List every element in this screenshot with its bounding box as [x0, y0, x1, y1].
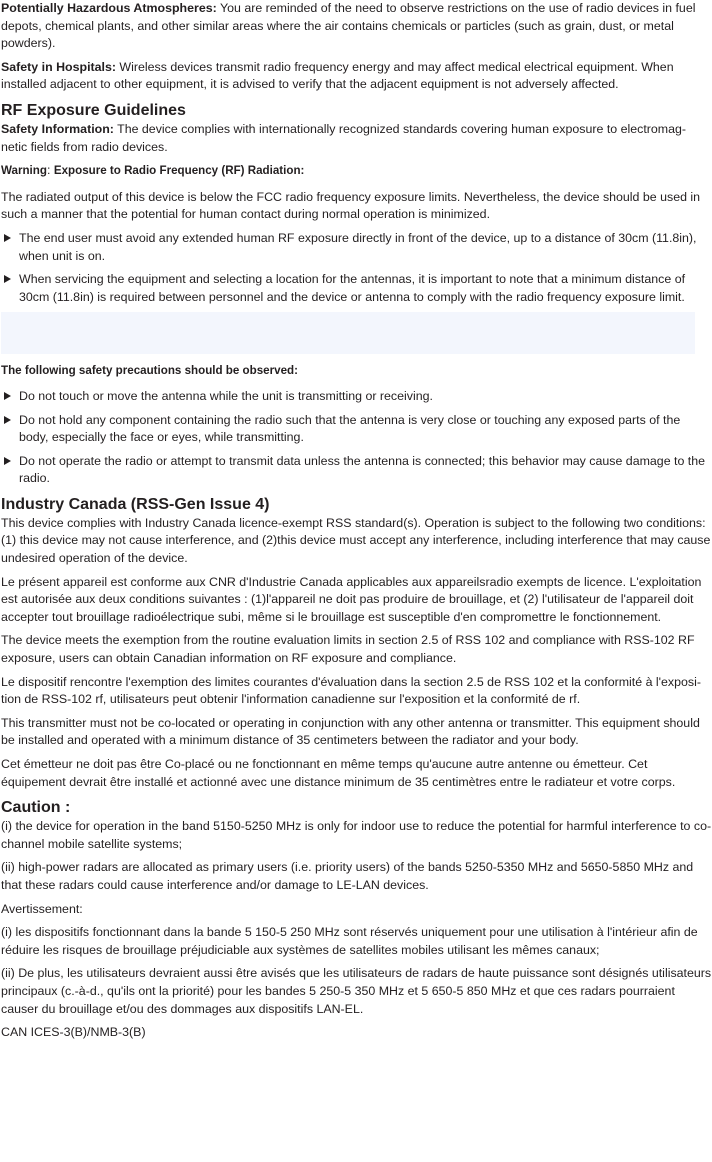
- industry-canada-heading: Industry Canada (RSS-Gen Issue 4): [1, 495, 270, 513]
- ic-paragraph: The device meets the exemption from the routine evaluation limits in section 2.5 of RSS 102 and compliance with RSS-102 RF exposure, users can obtain Canadian information on RF exposure and compliance.: [1, 633, 695, 666]
- warning-label: Warning: [1, 164, 47, 178]
- rf-exposure-heading: RF Exposure Guidelines: [1, 101, 186, 119]
- rf-body-paragraph: The radiated output of this device is below the FCC radio frequency exposure limits. Nevertheless, the device should be used in such a manner that the potential for human contact during normal operation is minimized.: [1, 189, 701, 222]
- caution-paragraph: (ii) De plus, les utilisateurs devraient aussi être avisés que les utilisateurs de radars de haute puissance sont désignés utilisateurs principaux (c.-à-d., qu'ils ont la priorité) pour les bandes 5 250-5 350 MHz et 5 650-5 850 MHz et que ces radars pourraient causer du brouillage et/ou des dommages aux dispositifs LAN-EL.: [1, 966, 712, 1016]
- list-item: Do not operate the radio or attempt to transmit data unless the antenna is connected; this behavior may cause damage to the radio.: [1, 453, 712, 488]
- hazardous-atmospheres-label: Potentially Hazardous Atmospheres:: [1, 1, 217, 15]
- caution-paragraph: (i) les dispositifs fonctionnant dans la bande 5 150-5 250 MHz sont réservés uniquement pour une utilisation à l'intérieur afin de réduire les risques de brouillage préjudiciable aux systèmes de satellites mobiles utilisant les mêmes canaux;: [1, 925, 698, 957]
- list-item: Do not touch or move the antenna while the unit is transmitting or receiving.: [1, 388, 712, 406]
- list-item: The end user must avoid any extended human RF exposure directly in front of the device, up to a distance of 30cm (11.8in), when unit is on.: [1, 230, 712, 265]
- precautions-title: The following safety precautions should be observed:: [1, 364, 298, 378]
- warning-title: Exposure to Radio Frequency (RF) Radiation:: [53, 164, 305, 178]
- ices-label: CAN ICES-3(B)/NMB-3(B): [1, 1025, 146, 1040]
- ic-paragraph: This transmitter must not be co-located or operating in conjunction with any other antenna or transmitter. This equipment should be installed and operated with a minimum distance of 35 centimeters between the radiator and your body.: [1, 715, 700, 748]
- list-item: When servicing the equipment and selecting a location for the antennas, it is important to note that a minimum distance of 30cm (11.8in) is required between personnel and the device or antenna to comply with the radio frequency exposure limit.: [1, 271, 712, 306]
- hazardous-atmospheres-paragraph: Potentially Hazardous Atmospheres: You are reminded of the need to observe restrictions on the use of radio devices in fuel depots, chemical plants, and other similar areas where the air contains chemicals or particles (such as grain, dust, or metal powders).: [1, 1, 696, 51]
- caution-heading: Caution :: [1, 799, 71, 817]
- ic-paragraph: This device complies with Industry Canada licence-exempt RSS standard(s). Operation is subject to the following two conditions: (1) this device may not cause interference, and (2)this device must accept any interference, including interference that may cause undesired operation of the device.: [1, 515, 711, 566]
- rf-bullet-list: [1, 230, 712, 306]
- avertissement-label: Avertissement:: [1, 901, 83, 916]
- ic-paragraph: Cet émetteur ne doit pas être Co-placé ou ne fonctionnant en même temps qu'aucune autre antenne ou émetteur. Cet équipement devrait être installé et actionné avec une distance minimum de 35 centimètres entre le radiateur et votre corps.: [1, 757, 676, 789]
- safety-information-label: Safety Information:: [1, 121, 114, 136]
- safety-information-paragraph: Safety Information: The device complies with internationally recognized standards covering human exposure to electromag-netic fields from radio devices.: [1, 121, 687, 154]
- hospitals-paragraph: Safety in Hospitals: Wireless devices transmit radio frequency energy and may affect medical electrical equipment. When installed adjacent to other equipment, it is advised to verify that the adjacent equipment is not adversely affected.: [1, 59, 674, 92]
- ic-paragraph: Le dispositif rencontre l'exemption des limites courantes d'évaluation dans la section 2.5 de RSS 102 et la conformité à l'exposi-tion de RSS-102 rf, utilisateurs peut obtenir l'information canadienne sur l'exposition et la conformité de rf.: [1, 674, 701, 707]
- list-item: Do not hold any component containing the radio such that the antenna is very close or touching any exposed parts of the body, especially the face or eyes, while transmitting.: [1, 412, 712, 447]
- precautions-bullet-list: [1, 388, 712, 488]
- warning-line: Warning: Exposure to Radio Frequency (RF) Radiation:: [1, 163, 305, 178]
- ic-paragraph: Le présent appareil est conforme aux CNR d'Industrie Canada applicables aux appareilsradio exempts de licence. L'exploitation est autorisée aux deux conditions suivantes : (1)l'appareil ne doit pas produire de brouillage, et (2) l'utilisateur de l'appareil doit accepter tout brouillage radioélectrique subi, même si le brouillage est susceptible d'en compromettre le fonctionnement.: [1, 574, 702, 624]
- shaded-band: [1, 312, 695, 354]
- caution-paragraph: (ii) high-power radars are allocated as primary users (i.e. priority users) of the bands 5250-5350 MHz and 5650-5850 MHz and that these radars could cause interference and/or damage to LE-LAN devices.: [1, 860, 694, 892]
- caution-paragraph: (i) the device for operation in the band 5150-5250 MHz is only for indoor use to reduce the potential for harmful interference to co-channel mobile satellite systems;: [1, 819, 712, 851]
- hospitals-label: Safety in Hospitals:: [1, 59, 116, 74]
